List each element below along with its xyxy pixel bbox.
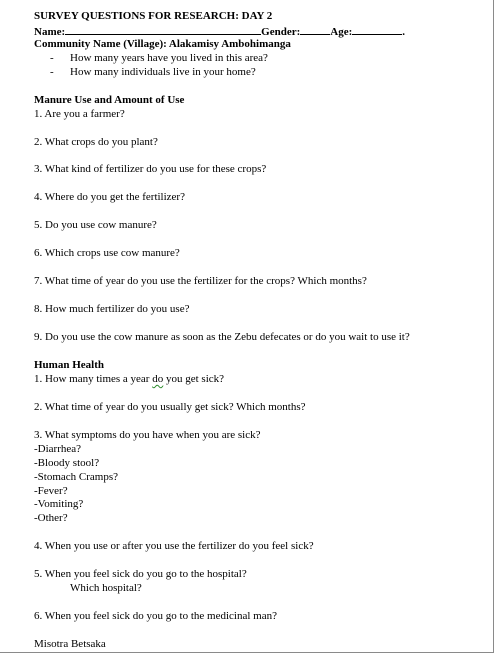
- author-name: Misotra Betsaka: [34, 638, 106, 650]
- health-question-6: 6. When you feel sick do you go to the medicinal man?: [34, 610, 277, 622]
- symptom-item: -Fever?: [34, 485, 68, 497]
- health-question-4: 4. When you use or after you use the fertilizer do you feel sick?: [34, 540, 314, 552]
- manure-question-9: 9. Do you use the cow manure as soon as the Zebu defecates or do you wait to use it?: [34, 331, 410, 343]
- name-label: Name:: [34, 26, 66, 38]
- health-question-5: 5. When you feel sick do you go to the hospital?: [34, 568, 247, 580]
- manure-question-2: 2. What crops do you plant?: [34, 136, 158, 148]
- symptom-item: -Vomiting?: [34, 498, 84, 510]
- health-question-2: 2. What time of year do you usually get sick? Which months?: [34, 401, 306, 413]
- manure-question-5: 5. Do you use cow manure?: [34, 219, 157, 231]
- gender-blank: [300, 24, 330, 35]
- community-name: Community Name (Village): Alakamisy Ambohimanga: [34, 38, 291, 50]
- manure-question-3: 3. What kind of fertilizer do you use for these crops?: [34, 163, 267, 175]
- symptom-item: -Stomach Cramps?: [34, 471, 119, 483]
- symptom-item: -Other?: [34, 512, 68, 524]
- intro-question-1: - How many years have you lived in this area?: [50, 52, 268, 64]
- age-blank: [352, 24, 402, 35]
- bullet-dash: -: [50, 66, 54, 78]
- symptom-item: -Bloody stool?: [34, 457, 100, 469]
- manure-question-7: 7. What time of year do you use the fertilizer for the crops? Which months?: [34, 275, 367, 287]
- manure-question-4: 4. Where do you get the fertilizer?: [34, 191, 185, 203]
- intro-question-2: - How many individuals live in your home?: [50, 66, 256, 78]
- manure-question-1: 1. Are you a farmer?: [34, 108, 125, 120]
- age-label: Age:: [330, 26, 353, 38]
- health-question-3: 3. What symptoms do you have when you are sick?: [34, 429, 261, 441]
- bullet-dash: -: [50, 52, 54, 64]
- name-blank: [65, 24, 261, 35]
- manure-question-6: 6. Which crops use cow manure?: [34, 247, 180, 259]
- manure-question-8: 8. How much fertilizer do you use?: [34, 303, 190, 315]
- gender-label: Gender:: [261, 26, 301, 38]
- spellcheck-marked-word: do: [152, 373, 164, 385]
- symptom-item: -Diarrhea?: [34, 443, 82, 455]
- document-title: SURVEY QUESTIONS FOR RESEARCH: DAY 2: [34, 10, 273, 22]
- age-trail: .: [402, 26, 406, 38]
- name-gender-age-line: [34, 24, 405, 39]
- health-question-5-sub: Which hospital?: [70, 582, 142, 594]
- health-section-heading: Human Health: [34, 359, 104, 371]
- manure-section-heading: Manure Use and Amount of Use: [34, 94, 185, 106]
- health-question-1: 1. How many times a year do you get sick?: [34, 373, 225, 385]
